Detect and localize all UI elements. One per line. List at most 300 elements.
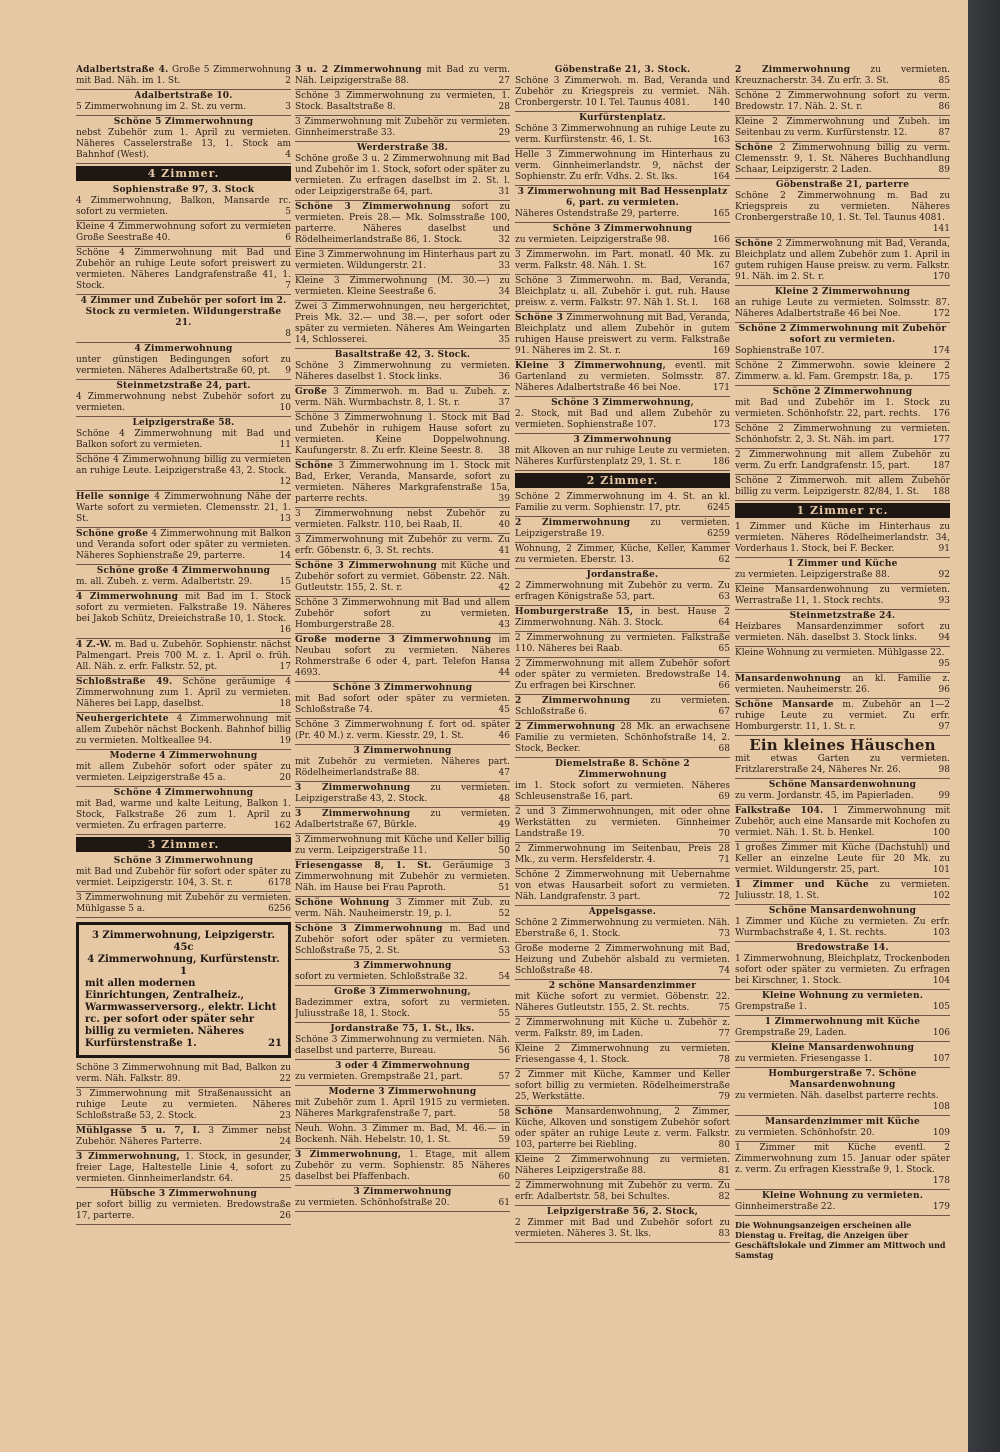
ad-text: zu vermieten. Leipzigerstraße 19.: [515, 518, 730, 539]
classified-ad: [295, 745, 510, 782]
classified-ad: [76, 221, 291, 247]
classified-ad: [515, 980, 730, 1017]
classified-ad: [515, 1043, 730, 1069]
ad-number: 93: [938, 596, 950, 606]
ad-text: 1 Zimmer und Küche zu vermieten. Zu erfr. Wurmbachstraße 4, 1. St. rechts.: [735, 917, 950, 938]
ad-text: mit Bad und Zubehör für sofort oder später zu vermiet. Leipzigerstr. 104, 3. St. r.: [76, 867, 291, 888]
ad-heading: Große moderne 3 Zimmerwohnung: [295, 635, 492, 645]
ad-number: 36: [498, 372, 510, 382]
ad-number: 6: [285, 233, 291, 243]
ad-text: 2 Zimmerwohnung mit allem Zubehör sofort oder später zu vermieten. Bredowstraße 14. Zu erfragen bei Kirschner.: [515, 659, 730, 691]
ad-number: 105: [932, 1002, 950, 1012]
ad-heading: Moderne 3 Zimmerwohnung: [328, 1087, 477, 1097]
classified-ad: [76, 676, 291, 713]
classified-ad: [76, 1088, 291, 1125]
classified-ad: [295, 201, 510, 249]
classified-ad: [735, 905, 950, 942]
ad-number: 69: [718, 792, 730, 802]
classified-ad: [295, 634, 510, 682]
classified-ad: [735, 1016, 950, 1042]
ad-text: in best. Hause 2 Zimmerwohnung. Näh. 3. Stock.: [515, 607, 730, 628]
classified-ad: [76, 787, 291, 835]
ad-text: 1 Zimmer mit Küche eventl. 2 Zimmerwohnung zum 15. Januar oder später z. verm. Zu erfragen Kiesstraße 9, 1. Stock.: [735, 1143, 950, 1175]
column-4: [735, 64, 950, 1260]
ad-text: Kleine Mansardenwohnung zu vermieten. Werrastraße 11, 1. Stock rechts.: [735, 585, 950, 606]
ad-text: Schöne 4 Zimmerwohnung billig zu vermieten an ruhige Leute. Leipzigerstraße 43, 2. Stock.: [76, 455, 291, 476]
classified-ad: [76, 247, 291, 295]
ad-text: Schöne 2 Zimmerwohnung sofort zu verm. Bredowstr. 17. Näh. 2. St. r.: [735, 91, 950, 112]
classified-ad: [735, 64, 950, 90]
classified-ad: [295, 923, 510, 960]
ad-number: 57: [498, 1072, 510, 1082]
classified-ad: [735, 1116, 950, 1142]
classified-ad: [735, 1068, 950, 1116]
ad-number: 71: [718, 855, 730, 865]
ad-number: 107: [932, 1054, 950, 1064]
ad-text: per sofort billig zu vermieten. Bredowstraße 17, parterre.: [76, 1200, 291, 1221]
ad-heading: Kleine 3 Zimmerwohnung,: [515, 361, 666, 371]
ad-text: 2 Zimmer mit Küche, Kammer und Keller sofort billig zu vermieten. Rödelheimerstraße 25, Werkstätte.: [515, 1070, 730, 1102]
ad-number: 81: [718, 1166, 730, 1176]
ad-number: 91: [938, 544, 950, 554]
ad-text: zu vermieten. Grempstraße 21, part.: [295, 1072, 463, 1082]
ad-text: Schöne 3 Zimmerwohnung mit Bad und allem Zubehör sofort zu vermieten. Homburgerstraße 28.: [295, 598, 510, 630]
ad-number: 6178: [268, 878, 291, 888]
classified-ad: [515, 806, 730, 843]
ad-text: zu vermieten. Schönhofstraße 20.: [295, 1198, 450, 1208]
column-1: [76, 64, 291, 1225]
ad-text: Ginnheimerstraße 22.: [735, 1202, 836, 1212]
ad-number: 9: [285, 366, 291, 376]
classified-ad: [76, 1062, 291, 1088]
ad-text: zu verm. Jordanstr. 45, im Papierladen.: [735, 791, 914, 801]
classified-ad: [295, 782, 510, 808]
ad-text: 4 Zimmerwohnung, Balkon, Mansarde rc. sofort zu vermieten.: [76, 196, 291, 217]
ad-number: 64: [718, 618, 730, 628]
ad-text: Kleine 2 Zimmerwohnung zu vermieten. Friesengasse 4, 1. Stock.: [515, 1044, 730, 1065]
ad-number: 62: [718, 555, 730, 565]
section-header: 2 Zimmer.: [515, 473, 730, 488]
ad-text: zu vermieten. Juliusstr. 18, 1. St.: [735, 880, 950, 901]
ad-heading: Helle sonnige: [76, 492, 150, 502]
ad-text: mit Zubehör zu vermieten. Näheres part. Rödelheimerlandstraße 88.: [295, 757, 510, 778]
ad-number: 100: [932, 828, 950, 838]
ad-text: mit Bad zu verm. Näh. Leipzigerstraße 88.: [295, 65, 510, 86]
ad-text: 4 Zimmerwohnung nebst Zubehör sofort zu vermieten.: [76, 392, 291, 413]
ad-text: Schöne 4 Zimmerwohnung mit Bad und Balkon sofort zu vermieten.: [76, 429, 291, 450]
ad-number: 60: [498, 1172, 510, 1182]
classified-ad: [735, 360, 950, 386]
ad-heading: Neuhergerichtete: [76, 714, 169, 724]
ad-number: 106: [932, 1028, 950, 1038]
ad-heading: Diemelstraße 8. Schöne 2 Zimmerwohnung: [555, 759, 690, 780]
ad-heading: Adalbertstraße 4.: [76, 65, 169, 75]
ad-text: 2. Stock, mit Bad und allem Zubehör zu vermieten. Sophienstraße 107.: [515, 409, 730, 430]
ad-heading: Schöne Wohnung: [295, 898, 390, 908]
ad-text: 3 Zimmerwohnung mit Küche und Keller billig zu verm. Leipzigerstraße 11.: [295, 835, 510, 856]
ad-heading: Schöne 4 Zimmerwohnung: [113, 788, 254, 798]
ad-number: 141: [932, 224, 950, 234]
ad-heading: Schöne 3 Zimmerwohnung,: [551, 398, 694, 408]
ad-number: 56: [498, 1046, 510, 1056]
classified-ad: [295, 597, 510, 634]
ad-text: Schöne große 3 u. 2 Zimmerwohnung mit Bad und Zubehör im 1. Stock, sofort oder später zu vermieten. Zu erfragen daselbst im 2. St. l. oder Leipzigerstraße 64, part.: [295, 154, 510, 197]
ad-text: mit Bad, warme und kalte Leitung, Balkon 1. Stock, Falkstraße 26 zum 1. April zu vermieten. Zu erfragen parterre.: [76, 799, 291, 831]
ad-number: 32: [498, 235, 510, 245]
classified-ad: [295, 986, 510, 1023]
ad-heading: 3 Zimmerwohnung, Leipzigerstr. 45c 4 Zimmerwohnung, Kurfürstenstr. 1: [87, 930, 280, 977]
ad-number: 85: [938, 76, 950, 86]
section-header: 4 Zimmer.: [76, 166, 291, 181]
ad-number: 96: [938, 685, 950, 695]
ad-heading: Schöne 3 Zimmerwohnung: [295, 561, 437, 571]
classified-ad: [295, 834, 510, 860]
ad-heading: Steinmetzstraße 24.: [789, 611, 896, 621]
classified-ad: [515, 906, 730, 943]
ad-number: 170: [932, 272, 950, 282]
classified-ad: [295, 1023, 510, 1060]
ad-text: mit Alkoven an nur ruhige Leute zu vermieten. Näheres Kurfürstenplatz 29, 1. St. r.: [515, 446, 730, 467]
classified-ad: [735, 449, 950, 475]
ad-heading: 3 Zimmerwohnung,: [295, 1150, 402, 1160]
classified-ad: [295, 460, 510, 508]
ad-heading: Schöne 5 Zimmerwohnung: [113, 117, 254, 127]
classified-ad: [735, 1142, 950, 1190]
ad-number: 169: [712, 346, 730, 356]
ad-text: Schöne 2 Zimmerwohn. sowie kleinere 2 Zimmerw. a. kl. Fam. Grempstr. 18a, p.: [735, 361, 950, 382]
classified-ad: [515, 869, 730, 906]
classified-ad: [515, 843, 730, 869]
ad-number: 171: [712, 383, 730, 393]
classified-ad: [295, 116, 510, 142]
ad-text: zu vermieten. Leipzigerstraße 88.: [735, 570, 890, 580]
ad-heading: Schöne große 4 Zimmerwohnung: [96, 566, 271, 576]
ad-text: mit Küche sofort zu vermiet. Göbenstr. 22. Näheres Gutleutstr. 155, 2. St. rechts.: [515, 992, 730, 1013]
ad-text: 2 Zimmerwohnung im Seitenbau, Preis 28 Mk., zu verm. Hersfelderstr. 4.: [515, 844, 730, 865]
ad-heading: Schöne: [735, 143, 773, 153]
ad-text: 3 Zimmerwohnung im 1. Stock mit Bad, Erker, Veranda, Mansarde, sofort zu vermieten. Näheres Markgrafenstraße 15a, parterre rechts.: [295, 461, 510, 504]
ad-text: Schöne geräumige 4 Zimmerwohnung zum 1. April zu vermieten. Näheres bei Lapp, daselbst.: [76, 677, 291, 709]
ad-number: 175: [932, 372, 950, 382]
ad-text: 3 Zimmerwohnung mit Zubehör zu vermieten. Mühlgasse 5 a.: [76, 893, 291, 914]
ad-text: Badezimmer extra, sofort zu vermieten. Juliusstraße 18, 1. Stock.: [295, 998, 510, 1019]
classified-ad: [515, 275, 730, 312]
classified-ad: [76, 750, 291, 787]
ad-text: Mansardenwohnung, 2 Zimmer, Küche, Alkoven und sonstigem Zubehör sofort oder später an ruhige Leute z. verm. Falkstr. 103, parterre bei Riebling.: [515, 1107, 730, 1150]
ad-heading: Homburgerstraße 15,: [515, 607, 634, 617]
ad-text: 2 Zimmerwohnung billig zu verm. Clemensstr. 9, 1. St. Näheres Buchhandlung Schaar, Leipzigerstr. 2 Laden.: [735, 143, 950, 175]
ad-heading: Große: [295, 387, 327, 397]
classified-ad: [295, 860, 510, 897]
classified-ad: [76, 184, 291, 221]
ad-number: 58: [498, 1109, 510, 1119]
ad-number: 166: [712, 235, 730, 245]
ad-heading: 2 Zimmerwohnung: [515, 696, 631, 706]
ad-number: 65: [718, 644, 730, 654]
ad-number: 37: [498, 398, 510, 408]
ad-number: 140: [712, 98, 730, 108]
ad-number: 49: [498, 820, 510, 830]
ad-text: zu vermieten. Leipzigerstraße 43, 2. Stock.: [295, 783, 510, 804]
classified-ad: [515, 543, 730, 569]
ad-text: Schöne 3 Zimmerwoh. m. Bad, Veranda und Zubehör zu Kriegspreis zu vermiet. Näh. Cronbergerstr. 10 I. Tel. Taunus 4081.: [515, 76, 730, 108]
ad-number: 78: [718, 1055, 730, 1065]
classified-ad: [735, 879, 950, 905]
ad-text: Eine 3 Zimmerwohnung im Hinterhaus part zu vermieten. Wildungerstr. 21.: [295, 250, 510, 271]
ad-text: m. Bad und Zubehör sofort oder später zu vermieten. Schloßstraße 75, 2. St.: [295, 924, 510, 956]
classified-ad: [515, 695, 730, 721]
column-2: [295, 64, 510, 1212]
ad-text: 2 Zimmerwohnung mit Zubehör zu verm. Zu erfragen Königstraße 53, part.: [515, 581, 730, 602]
ad-heading: Mansardenwohnung: [735, 674, 841, 684]
ad-number: 164: [712, 172, 730, 182]
ad-text: 2 Zimmerwohnung zu vermieten. Falkstraße 110. Näheres bei Raab.: [515, 633, 730, 654]
ad-heading: 3 Zimmerwohnung: [353, 1187, 452, 1197]
ad-heading: Falkstraße 104.: [735, 806, 824, 816]
classified-ad: [515, 1106, 730, 1154]
ad-number: 63: [718, 592, 730, 602]
ad-text: Näheres Ostendstraße 29, parterre.: [515, 209, 680, 219]
classified-ad: [295, 1149, 510, 1186]
ad-text: 2 Zimmerwohnung mit Küche u. Zubehör z. verm. Falkstr. 89, im Laden.: [515, 1018, 730, 1039]
classified-ad: [515, 632, 730, 658]
classified-ad: [515, 1206, 730, 1243]
ad-number: 174: [932, 346, 950, 356]
ad-text: 1. Etage, mit allem Zubehör zu verm. Sophienstr. 85 Näheres daselbst bei Pfaffenbach.: [295, 1150, 510, 1182]
ad-heading: Schöne: [515, 1107, 553, 1117]
ad-heading: Mühlgasse 5 u. 7, I.: [76, 1126, 201, 1136]
ad-text: Schöne 3 Zimmerwohn. m. Bad, Veranda, Bleichplatz u. all. Zubehör i. gut. ruh. Hause preisw. z. verm. Falkstr. 97. Näh 1. St. l.: [515, 276, 730, 308]
ad-text: zu vermieten. Kreuznacherstr. 34. Zu erfr. 3. St.: [735, 65, 950, 86]
ad-number: 33: [498, 261, 510, 271]
classified-ad: [295, 349, 510, 386]
classified-ad: [76, 1188, 291, 1225]
classified-ad: [76, 343, 291, 380]
ad-text: unter günstigen Bedingungen sofort zu vermieten. Näheres Adalbertstraße 60, pt.: [76, 355, 291, 376]
ad-heading: 4 Zimmerwohnung: [134, 344, 233, 354]
ad-number: 24: [279, 1137, 291, 1147]
ad-number: 7: [285, 281, 291, 291]
classified-ad: [76, 639, 291, 676]
ad-text: Kleine 4 Zimmerwohnung sofort zu vermieten Große Seestraße 40.: [76, 222, 291, 243]
ad-number: 80: [718, 1140, 730, 1150]
ad-number: 86: [938, 102, 950, 112]
ad-text: m. Zubehör an 1—2 ruhige Leute zu vermiet. Zu erfr. Homburgerstr. 11, 1. St. r.: [735, 700, 950, 732]
ad-number: 74: [718, 966, 730, 976]
classified-ad: [295, 534, 510, 560]
ad-number: 101: [932, 865, 950, 875]
classified-ad: [295, 142, 510, 201]
classified-ad: [515, 397, 730, 434]
ad-heading: 3 Zimmerwohnung: [295, 809, 411, 819]
ad-heading: Schöne 3: [515, 313, 564, 323]
ad-number: 165: [712, 209, 730, 219]
classified-ad: [515, 1180, 730, 1206]
ad-text: nebst Zubehör zum 1. April zu vermieten. Näheres Casselerstraße 13, 1. Stock am Bahnhof (West).: [76, 128, 291, 160]
ad-number: 38: [498, 446, 510, 456]
ad-heading: Hübsche 3 Zimmerwohnung: [109, 1189, 257, 1199]
dark-background-edge: [968, 0, 1000, 1452]
classified-ad: [76, 855, 291, 892]
classified-ad: [515, 517, 730, 543]
ad-heading: 3 Zimmerwohnung mit Bad Hessenplatz 6, part. zu vermieten.: [517, 187, 728, 208]
classified-ad: [76, 491, 291, 528]
ad-number: 104: [932, 976, 950, 986]
ad-number: 79: [718, 1092, 730, 1102]
classified-ad: [295, 1186, 510, 1212]
ad-number: 46: [498, 731, 510, 741]
classified-ad: [295, 412, 510, 460]
classified-ad: [735, 116, 950, 142]
classified-ad: [735, 142, 950, 179]
boxed-advertisement: [76, 922, 291, 1058]
ad-number: 72: [718, 892, 730, 902]
ad-heading: 3 Zimmerwohnung: [295, 783, 411, 793]
section-header: 3 Zimmer.: [76, 837, 291, 852]
ad-text: Schöne 3 Zimmerwohnung zu vermieten, 1. Stock. Basaltstraße 8.: [295, 91, 510, 112]
ad-text: 1. Stock, in gesunder, freier Lage, Haltestelle Linie 4, sofort zu vermieten. Ginnheimerlandstr. 64.: [76, 1152, 291, 1184]
ad-text: Schöne 2 Zimmerwohnung zu vermieten. Schönhofstr. 2, 3. St. Näh. im part.: [735, 424, 950, 445]
classified-ad: [76, 90, 291, 116]
classified-ad: [295, 808, 510, 834]
ad-heading: 3 Zimmerwohnung,: [76, 1152, 180, 1162]
classified-ad: [735, 673, 950, 699]
ad-text: 3 Zimmerwohnung nebst Zubehör zu vermieten. Falkstr. 110, bei Raab, II.: [295, 509, 510, 530]
classified-ad: [735, 558, 950, 584]
ad-number: 42: [498, 583, 510, 593]
classified-ad: [515, 64, 730, 112]
ad-text: m. all. Zubeh. z. verm. Adalbertstr. 29.: [76, 577, 253, 587]
classified-ad: [295, 1123, 510, 1149]
ad-number: 162: [273, 821, 291, 831]
ad-number: 48: [498, 794, 510, 804]
classified-ad: [295, 301, 510, 349]
ad-text: eventl. mit Gartenland zu vermieten. Solmsstr. 87. Näheres Adalbertstraße 46 bei Noe.: [515, 361, 730, 393]
ad-text: zu vermieten. Leipzigerstraße 98.: [515, 235, 670, 245]
ad-heading: Leipzigerstraße 56, 2. Stock,: [546, 1207, 699, 1217]
classified-ad: [515, 943, 730, 980]
ad-number: 20: [279, 773, 291, 783]
ad-heading: Schöne 3 Zimmerwohnung: [552, 224, 693, 234]
ad-number: 66: [718, 681, 730, 691]
ad-number: 75: [718, 1003, 730, 1013]
ad-heading: Schöne 3 Zimmerwohnung: [332, 683, 473, 693]
ad-text: 3 Zimmerwohnung mit Zubehör zu vermieten. Ginnheimerstraße 33.: [295, 117, 510, 138]
classified-ad: [735, 736, 950, 779]
ad-text: Schöne 3 Zimmerwohnung zu vermieten. Näheres daselbst 1. Stock links.: [295, 361, 510, 382]
ad-number: 26: [279, 1211, 291, 1221]
ad-number: 35: [498, 335, 510, 345]
ad-heading: Kleine Mansardenwohnung: [770, 1043, 915, 1053]
ad-number: 4: [285, 150, 291, 160]
ad-number: 23: [279, 1111, 291, 1121]
classified-ad: [295, 1086, 510, 1123]
classified-ad: [295, 90, 510, 116]
ad-number: 44: [498, 668, 510, 678]
ad-text: Kleine 2 Zimmerwohnung und Zubeh. im Seitenbau zu verm. Kurfürstenstr. 12.: [735, 117, 950, 138]
ad-heading: Schöne 3 Zimmerwohnung: [113, 856, 254, 866]
ad-number: 11: [279, 440, 291, 450]
classified-ad: [76, 454, 291, 491]
ad-number: 19: [279, 736, 291, 746]
ad-heading: Kleine Wohnung zu vermieten.: [761, 1191, 924, 1201]
ad-number: 16: [279, 625, 291, 635]
ad-text: mit Zubehör zum 1. April 1915 zu vermieten. Näheres Markgrafenstraße 7, part.: [295, 1098, 510, 1119]
classified-ad: [735, 647, 950, 673]
classified-ad: [735, 699, 950, 736]
ad-number: 2: [285, 76, 291, 86]
classified-ad: [295, 64, 510, 90]
ad-number: 109: [932, 1128, 950, 1138]
ad-text: 3 Zimmerwoh. m. Bad u. Zubeh. z. verm. Näh. Wurmbachstr. 8, 1. St. r.: [295, 387, 510, 408]
ad-heading: 2 schöne Mansardenzimmer: [548, 981, 697, 991]
classified-ad: [515, 721, 730, 758]
classified-ad: [515, 1069, 730, 1106]
ad-text: mit Bad im 1. Stock sofort zu vermieten. Falkstraße 19. Näheres bei Jakob Schütz, Dreieichstraße 10, 1. Stock.: [76, 592, 291, 624]
ad-text: Geräumige 3 Zimmerwohnung mit Zubehör zu vermieten. Näh. im Hause bei Frau Paproth.: [295, 861, 510, 893]
classified-ad: [515, 658, 730, 695]
ad-text: m. Bad u. Zubehör. Sophienstr. nächst Palmengart. Preis 700 M. z. 1. April o. früh. All. Näh. z. erfr. Falkstr. 52, pt.: [76, 640, 291, 672]
classified-ad: [735, 286, 950, 323]
classified-ad: [515, 312, 730, 360]
ad-heading: 2 Zimmerwohnung: [515, 518, 631, 528]
ad-text: 3 Zimmerwohnung mit Zubehör zu verm. Zu erfr. Göbenstr. 6, 3. St. rechts.: [295, 535, 510, 556]
classified-ad: [76, 892, 291, 918]
ad-heading: 2 Zimmerwohnung: [735, 65, 851, 75]
ad-number: 34: [498, 287, 510, 297]
classified-ad: [515, 112, 730, 149]
ad-heading: 2 Zimmerwohnung: [515, 722, 616, 732]
ad-heading: Leipzigerstraße 58.: [132, 418, 235, 428]
ad-text: Heizbares Mansardenzimmer sofort zu vermieten. Näh. daselbst 3. Stock links.: [735, 622, 950, 643]
classified-ad: [76, 591, 291, 639]
ad-number: 98: [938, 765, 950, 775]
ad-number: 18: [279, 699, 291, 709]
ad-text: 4 Zimmerwohnung mit Balkon und Veranda sofort oder später zu vermieten. Näheres Sophienstraße 29, parterre.: [76, 529, 291, 561]
ad-heading: Große 3 Zimmerwohnung,: [334, 987, 471, 997]
classified-ad: [735, 779, 950, 805]
ad-text: im 1. Stock sofort zu vermieten. Näheres Schleusenstraße 16, part.: [515, 781, 730, 802]
ad-text: 28 Mk. an erwachsene Familie zu vermieten. Schönhofstraße 14, 2. Stock, Becker.: [515, 722, 730, 754]
ad-heading: Steinmetzstraße 24, part.: [116, 381, 251, 391]
ad-heading: Sophienstraße 97, 3. Stock: [112, 185, 255, 195]
ad-number: 176: [932, 409, 950, 419]
section-header: 1 Zimmer rc.: [735, 503, 950, 518]
ad-text: Grempstraße 29, Laden.: [735, 1028, 847, 1038]
ad-text: sofort zu vermieten. Schloßstraße 32.: [295, 972, 468, 982]
ad-number: 45: [498, 705, 510, 715]
ad-text: Schöne 2 Zimmerwohnung m. Bad zu Kriegspreis zu vermieten. Näheres Cronbergerstraße 10, 1. St. Tel. Taunus 4081.: [735, 191, 950, 223]
ad-heading: Schöne Mansarde: [735, 700, 834, 710]
ad-text: 1 Zimmerwohnung mit Zubehör, auch eine Mansarde mit Kochofen zu vermiet. Näh. 1. St. b. Henkel.: [735, 806, 950, 838]
ad-number: 12: [279, 477, 291, 487]
ad-number: 70: [718, 829, 730, 839]
ad-text: 2 und 3 Zimmerwohnungen, mit oder ohne Werkstätten zu vermieten. Ginnheimer Landstraße 19.: [515, 807, 730, 839]
ad-heading: Bredowstraße 14.: [796, 943, 889, 953]
classified-ad: [735, 805, 950, 842]
ad-number: 6259: [707, 529, 730, 539]
ad-number: 73: [718, 929, 730, 939]
ad-number: 103: [932, 928, 950, 938]
ad-number: 17: [279, 662, 291, 672]
ad-number: 99: [938, 791, 950, 801]
ad-heading: Göbenstraße 21, parterre: [775, 180, 910, 190]
ad-text: Kleine 3 Zimmerwohnung (M. 30.—) zu vermieten. Kleine Seestraße 6.: [295, 276, 510, 297]
ad-heading: Mansardenzimmer mit Küche: [765, 1117, 920, 1127]
ad-text: im Neubau sofort zu vermieten. Näheres Rohmerstraße 6 oder 4, part. Telefon Hansa 4693.: [295, 635, 510, 678]
ad-text: sofort zu vermieten. Preis 28.— Mk. Solmsstraße 100, parterre. Näheres daselbst und Rödelheimerlandstraße 86, 1. Stock.: [295, 202, 510, 245]
ad-text: Schöne 3 Zimmerwohnung an ruhige Leute zu verm. Kurfürstenstr. 46, 1. St.: [515, 124, 730, 145]
